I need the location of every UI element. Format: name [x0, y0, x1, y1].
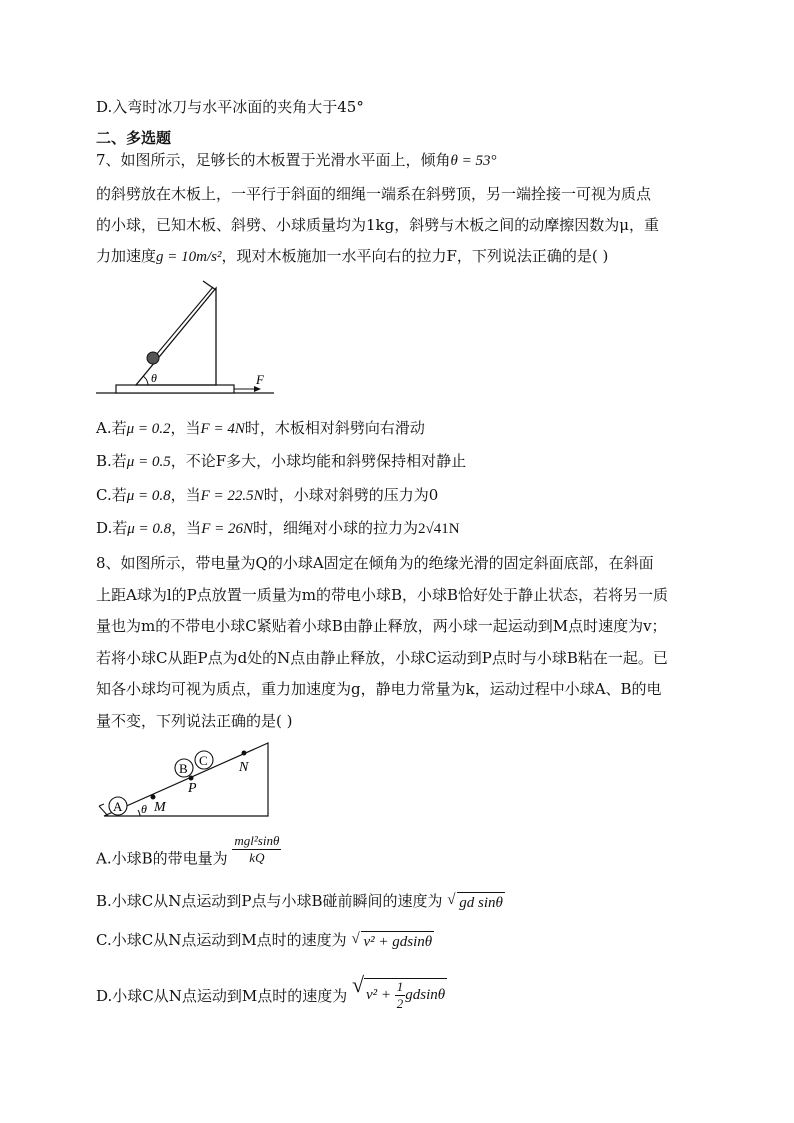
force-label: F	[256, 372, 264, 387]
sqrt-sign: √	[447, 891, 456, 908]
q7-option-d-force: F = 26N	[201, 521, 253, 537]
q8-option-d	[96, 972, 447, 1014]
q7-option-a-prefix: A.若	[96, 419, 127, 437]
formula-part-a: v² +	[366, 986, 395, 1003]
point-n	[242, 751, 247, 756]
q7-text-b: ，现对木板施加一水平向右的拉力F，下列说法正确的是( )	[221, 247, 609, 265]
q8-line-2: 上距A球为l的P点放置一质量为m的带电小球B，小球B恰好处于静止状态，若将另一质	[96, 586, 668, 604]
ball-c-label: C	[199, 753, 208, 768]
ball-a-label: A	[113, 799, 123, 814]
q7-option-c-prefix: C.若	[96, 486, 127, 504]
q8-line-1: 8、如图所示，带电量为Q的小球A固定在倾角为的绝缘光滑的固定斜面底部，在斜面	[96, 554, 654, 572]
ball	[147, 352, 159, 364]
q8-option-b-formula	[447, 891, 505, 913]
q8-line-5: 知各小球均可视为质点，重力加速度为g，静电力常量为k，运动过程中小球A、B的电	[96, 680, 662, 698]
formula-part-b: gdsinθ	[405, 986, 446, 1003]
label-m: M	[154, 800, 166, 815]
theta-label: θ	[141, 802, 147, 816]
section-title: 二、多选题	[96, 129, 172, 147]
q7-option-b-prefix: B.若	[96, 452, 127, 470]
q7-option-d-prefix: D.若	[96, 519, 128, 537]
q7-option-a	[96, 418, 425, 439]
rope	[156, 287, 213, 355]
q7-option-a-mu: μ = 0.2	[126, 421, 171, 437]
q7-option-d-mu: μ = 0.8	[127, 521, 172, 537]
q7-g: g = 10m/s²	[156, 249, 222, 265]
q8-option-c-text: C.小球C从N点运动到M点时的速度为	[96, 931, 347, 949]
theta-arc	[143, 376, 148, 385]
q8-option-b	[96, 891, 505, 913]
sqrt-sign: √	[352, 972, 365, 997]
q7-line-3: 的小球，已知木板、斜劈、小球质量均为1kg，斜劈与木板之间的动摩擦因数为μ，重	[96, 216, 659, 234]
q7-angle: θ = 53°	[450, 153, 497, 169]
q7-option-c-mid: ，当	[170, 486, 201, 504]
q7-line-2: 的斜劈放在木板上，一平行于斜面的细绳一端系在斜劈顶，另一端拴接一可视为质点	[96, 185, 652, 203]
wedge	[136, 288, 216, 385]
q7-option-c	[96, 485, 438, 506]
q8-option-a	[96, 833, 281, 876]
q8-option-a-formula	[232, 833, 281, 866]
q8-option-d-formula	[352, 972, 447, 1012]
q8-option-b-text: B.小球C从N点运动到P点与小球B碰前瞬间的速度为	[96, 892, 443, 910]
q8-line-6: 量不变，下列说法正确的是( )	[96, 712, 293, 730]
q7-option-c-mu: μ = 0.8	[126, 488, 171, 504]
fraction-numerator: 1	[396, 979, 404, 994]
q7-incline-figure	[96, 280, 276, 400]
formula-denominator: kQ	[249, 850, 265, 865]
q8-line-3: 量也为m的不带电小球C紧贴着小球B由静止释放，两小球一起运动到M点时速度为v；	[96, 617, 667, 635]
formula-fraction	[395, 979, 406, 1012]
base-stop	[99, 804, 104, 806]
sqrt-sign: √	[351, 930, 360, 947]
board	[116, 385, 234, 393]
formula-body: gd sinθ	[459, 894, 503, 911]
point-m	[151, 795, 156, 800]
q8-option-d-text: D.小球C从N点运动到M点时的速度为	[96, 987, 348, 1005]
q8-option-c	[96, 930, 434, 952]
q7-option-c-force: F = 22.5N	[200, 488, 264, 504]
theta-arc	[138, 810, 140, 816]
q6-option-d: D.入弯时冰刀与水平冰面的夹角大于45°	[96, 98, 364, 116]
point-p	[189, 776, 194, 781]
q7-option-b-mu: μ = 0.5	[126, 454, 171, 470]
q7-option-d-rest: 时，细绳对小球的拉力为	[252, 519, 418, 537]
q7-option-d-mid: ，当	[171, 519, 202, 537]
q7-line-1	[96, 150, 497, 171]
formula-numerator: mgl²sinθ	[234, 833, 280, 848]
theta-label: θ	[151, 371, 157, 385]
q7-option-c-rest: 时，小球对斜劈的压力为0	[263, 486, 439, 504]
label-n: N	[239, 760, 249, 775]
q8-line-4: 若将小球C从距P点为d处的N点由静止释放，小球C运动到P点时与小球B粘在一起。已	[96, 649, 668, 667]
q7-text-a: 力加速度	[96, 247, 157, 265]
q7-option-b-rest: ，不论F多大，小球均能和斜劈保持相对静止	[170, 452, 467, 470]
wedge-top-post	[203, 281, 216, 290]
q7-option-a-rest: 时，木板相对斜劈向右滑动	[244, 419, 425, 437]
fraction-denominator: 2	[396, 996, 404, 1011]
q8-option-c-formula	[351, 930, 434, 952]
q8-option-a-text: A.小球B的带电量为	[96, 849, 228, 868]
label-p: P	[188, 781, 197, 796]
q7-option-d	[96, 518, 460, 539]
q8-incline-figure	[96, 740, 276, 820]
q7-option-a-force: F = 4N	[200, 421, 245, 437]
q7-line-4	[96, 246, 608, 267]
q7-option-a-mid: ，当	[170, 419, 201, 437]
base-hatch	[99, 806, 108, 816]
q7-text: 7、如图所示，足够长的木板置于光滑水平面上，倾角	[96, 151, 451, 169]
formula-body: v² + gdsinθ	[363, 933, 433, 950]
q7-option-d-answer: 2√41N	[418, 521, 460, 537]
ball-b-label: B	[179, 761, 188, 776]
q7-option-b	[96, 451, 466, 472]
